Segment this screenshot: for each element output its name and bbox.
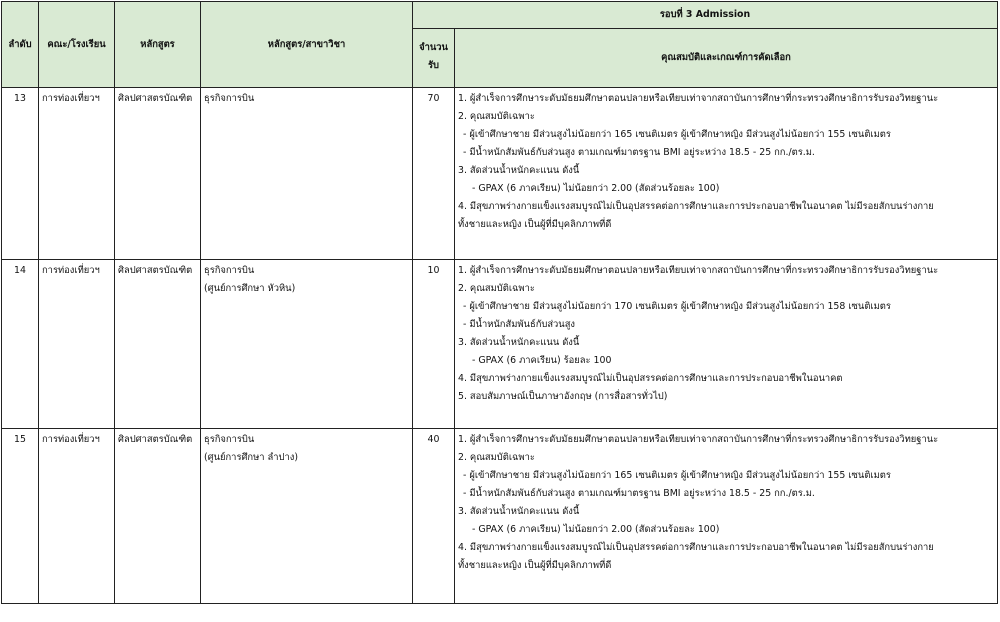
- criteria-line: - มีน้ำหนักสัมพันธ์กับส่วนสูง ตามเกณฑ์มาตรฐาน BMI อยู่ระหว่าง 18.5 - 25 กก./ตร.ม.: [463, 488, 815, 499]
- seats-cell: 70: [413, 88, 455, 260]
- table-row: [2, 88, 998, 260]
- faculty-cell: การท่องเที่ยวฯ: [39, 260, 115, 429]
- header-seats: [413, 29, 455, 88]
- program-cell: [201, 260, 413, 429]
- header-no: ลำดับ: [2, 2, 39, 88]
- program-name: ธุรกิจการบิน: [204, 93, 255, 104]
- criteria-line: 2. คุณสมบัติเฉพาะ: [458, 452, 535, 463]
- criteria-line: - GPAX (6 ภาคเรียน) ไม่น้อยกว่า 2.00 (สัดส่วนร้อยละ 100): [472, 183, 720, 194]
- criteria-line: - ผู้เข้าศึกษาชาย มีส่วนสูงไม่น้อยกว่า 165 เซนติเมตร ผู้เข้าศึกษาหญิง มีส่วนสูงไม่น้อยกว่า 155 เซนติเมตร: [463, 129, 891, 140]
- criteria-cell: [455, 260, 998, 429]
- header-faculty: คณะ/โรงเรียน: [39, 2, 115, 88]
- program-cell: [201, 429, 413, 604]
- row-number: 13: [2, 88, 39, 260]
- header-program: หลักสูตร/สาขาวิชา: [201, 2, 413, 88]
- criteria-line: - ผู้เข้าศึกษาชาย มีส่วนสูงไม่น้อยกว่า 165 เซนติเมตร ผู้เข้าศึกษาหญิง มีส่วนสูงไม่น้อยกว่า 155 เซนติเมตร: [463, 470, 891, 481]
- curriculum-cell: ศิลปศาสตรบัณฑิต: [115, 260, 201, 429]
- criteria-line: 2. คุณสมบัติเฉพาะ: [458, 111, 535, 122]
- program-name: ธุรกิจการบิน: [204, 434, 255, 445]
- admission-table: [1, 1, 998, 604]
- criteria-line: 4. มีสุขภาพร่างกายแข็งแรงสมบูรณ์ไม่เป็นอุปสรรคต่อการศึกษาและการประกอบอาชีพในอนาคต: [458, 373, 843, 384]
- criteria-line: - GPAX (6 ภาคเรียน) ร้อยละ 100: [472, 355, 612, 366]
- criteria-line: ทั้งชายและหญิง เป็นผู้ที่มีบุคลิกภาพที่ดี: [458, 560, 612, 571]
- table-row: [2, 260, 998, 429]
- faculty-cell: การท่องเที่ยวฯ: [39, 88, 115, 260]
- criteria-line: 1. ผู้สำเร็จการศึกษาระดับมัธยมศึกษาตอนปลายหรือเทียบเท่าจากสถาบันการศึกษาที่กระทรวงศึกษาธิการรับรองวิทยฐานะ: [458, 265, 939, 276]
- curriculum-cell: ศิลปศาสตรบัณฑิต: [115, 429, 201, 604]
- criteria-line: - มีน้ำหนักสัมพันธ์กับส่วนสูง ตามเกณฑ์มาตรฐาน BMI อยู่ระหว่าง 18.5 - 25 กก./ตร.ม.: [463, 147, 815, 158]
- criteria-line: - ผู้เข้าศึกษาชาย มีส่วนสูงไม่น้อยกว่า 170 เซนติเมตร ผู้เข้าศึกษาหญิง มีส่วนสูงไม่น้อยกว่า 158 เซนติเมตร: [463, 301, 891, 312]
- header-seats-line2: รับ: [428, 60, 439, 71]
- program-campus: (ศูนย์การศึกษา หัวหิน): [204, 283, 296, 294]
- header-criteria: คุณสมบัติและเกณฑ์การคัดเลือก: [455, 29, 998, 88]
- criteria-line: - GPAX (6 ภาคเรียน) ไม่น้อยกว่า 2.00 (สัดส่วนร้อยละ 100): [472, 524, 720, 535]
- faculty-cell: การท่องเที่ยวฯ: [39, 429, 115, 604]
- criteria-line: 3. สัดส่วนน้ำหนักคะแนน ดังนี้: [458, 165, 580, 176]
- header-seats-line1: จำนวน: [419, 42, 448, 53]
- criteria-line: ทั้งชายและหญิง เป็นผู้ที่มีบุคลิกภาพที่ดี: [458, 219, 612, 230]
- header-round: รอบที่ 3 Admission: [413, 2, 998, 29]
- criteria-line: 1. ผู้สำเร็จการศึกษาระดับมัธยมศึกษาตอนปลายหรือเทียบเท่าจากสถาบันการศึกษาที่กระทรวงศึกษาธิการรับรองวิทยฐานะ: [458, 434, 939, 445]
- criteria-line: 3. สัดส่วนน้ำหนักคะแนน ดังนี้: [458, 506, 580, 517]
- criteria-line: - มีน้ำหนักสัมพันธ์กับส่วนสูง: [463, 319, 576, 330]
- criteria-line: 4. มีสุขภาพร่างกายแข็งแรงสมบูรณ์ไม่เป็นอุปสรรคต่อการศึกษาและการประกอบอาชีพในอนาคต ไม่มีรอยสักบนร่างกาย: [458, 542, 934, 553]
- criteria-cell: [455, 429, 998, 604]
- admission-table-container: [1, 1, 998, 604]
- program-campus: (ศูนย์การศึกษา ลำปาง): [204, 452, 298, 463]
- seats-cell: 10: [413, 260, 455, 429]
- header-row-top: [2, 2, 998, 29]
- table-row: [2, 429, 998, 604]
- criteria-line: 5. สอบสัมภาษณ์เป็นภาษาอังกฤษ (การสื่อสารทั่วไป): [458, 391, 668, 402]
- seats-cell: 40: [413, 429, 455, 604]
- row-number: 15: [2, 429, 39, 604]
- curriculum-cell: ศิลปศาสตรบัณฑิต: [115, 88, 201, 260]
- criteria-line: 1. ผู้สำเร็จการศึกษาระดับมัธยมศึกษาตอนปลายหรือเทียบเท่าจากสถาบันการศึกษาที่กระทรวงศึกษาธิการรับรองวิทยฐานะ: [458, 93, 939, 104]
- criteria-line: 4. มีสุขภาพร่างกายแข็งแรงสมบูรณ์ไม่เป็นอุปสรรคต่อการศึกษาและการประกอบอาชีพในอนาคต ไม่มีรอยสักบนร่างกาย: [458, 201, 934, 212]
- criteria-cell: [455, 88, 998, 260]
- criteria-line: 2. คุณสมบัติเฉพาะ: [458, 283, 535, 294]
- criteria-line: 3. สัดส่วนน้ำหนักคะแนน ดังนี้: [458, 337, 580, 348]
- header-curriculum: หลักสูตร: [115, 2, 201, 88]
- row-number: 14: [2, 260, 39, 429]
- program-cell: [201, 88, 413, 260]
- program-name: ธุรกิจการบิน: [204, 265, 255, 276]
